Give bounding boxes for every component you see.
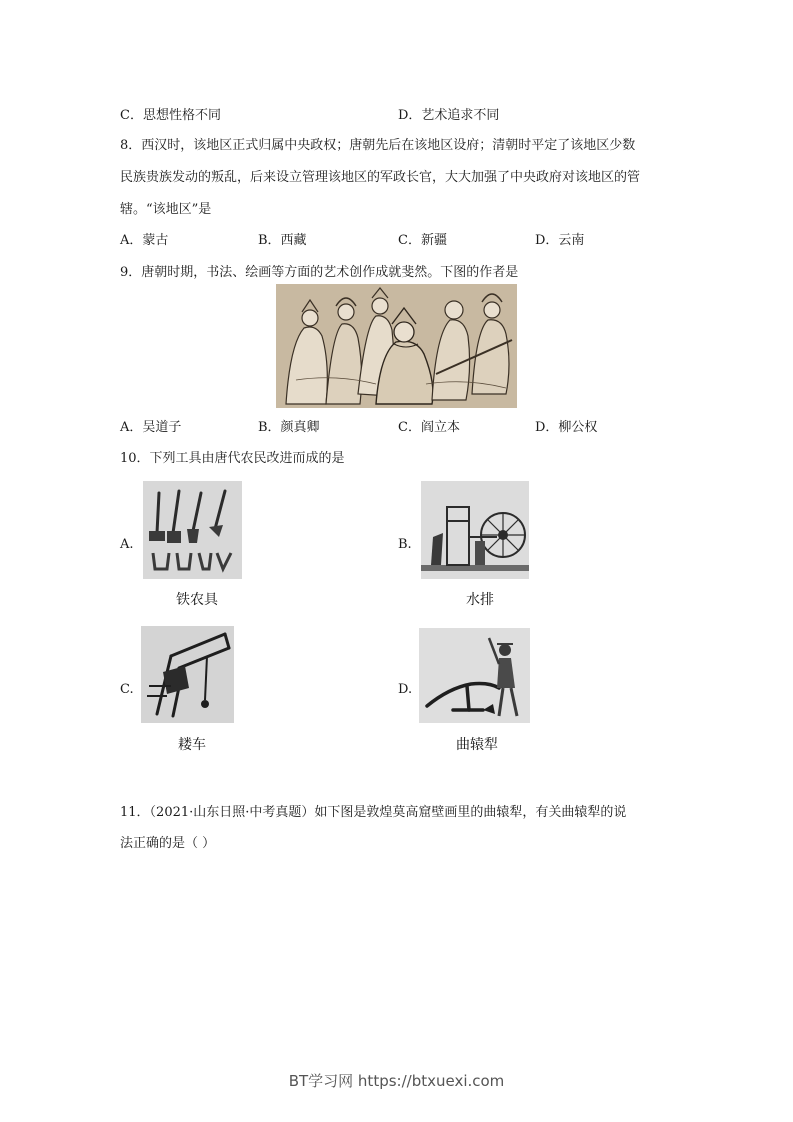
q10-label-d: D. [398,682,413,697]
q9-option-a: A．吴道子 [120,420,182,435]
q8-stem-line1: 8．西汉时，该地区正式归属中央政权；唐朝先后在该地区设府；清朝时平定了该地区少数 [120,138,636,153]
q10-stem: 10．下列工具由唐代农民改进而成的是 [120,451,345,466]
painting-figures-icon [276,284,517,408]
q9-option-c: C．阎立本 [398,420,460,435]
q9-stem: 9．唐朝时期，书法、绘画等方面的艺术创作成就斐然。下图的作者是 [120,265,519,280]
q10-caption-d: 曲辕犁 [456,737,498,753]
q10-caption-c: 耧车 [178,737,206,753]
curved-plough-icon [419,628,530,723]
q11-stem-line2: 法正确的是（ ） [120,836,216,851]
footer-watermark: BT学习网 https://btxuexi.com [288,1072,505,1090]
q9-option-d: D．柳公权 [535,420,598,435]
water-bellows-icon [421,481,529,579]
q10-caption-a: 铁农具 [176,592,218,608]
q8-option-a: A．蒙古 [120,233,169,248]
q8-option-d: D．云南 [535,233,585,248]
q10-caption-b: 水排 [466,592,494,608]
q8-stem-line2: 民族贵族发动的叛乱，后来设立管理该地区的军政长官，大大加强了中央政府对该地区的管 [120,170,641,185]
iron-tools-image [143,481,242,579]
q10-label-b: B. [398,537,412,552]
q7-option-c: C．思想性格不同 [120,108,221,123]
curved-plough-image [419,628,530,723]
q11-stem-line1: 11．（2021·山东日照·中考真题）如下图是敦煌莫高窟壁画里的曲辕犁，有关曲辕犁的说 [120,805,627,820]
tang-painting-image [276,284,517,408]
seed-drill-image [141,626,234,723]
q8-stem-line3: 辖。“该地区”是 [120,202,212,217]
q8-option-c: C．新疆 [398,233,447,248]
q10-label-a: A. [120,537,134,552]
q9-option-b: B．颜真卿 [258,420,320,435]
q10-label-c: C. [120,682,134,697]
iron-tools-icon [143,481,242,579]
q8-option-b: B．西藏 [258,233,307,248]
seed-drill-icon [141,626,234,723]
q7-option-d: D．艺术追求不同 [398,108,500,123]
water-bellows-image [421,481,529,579]
